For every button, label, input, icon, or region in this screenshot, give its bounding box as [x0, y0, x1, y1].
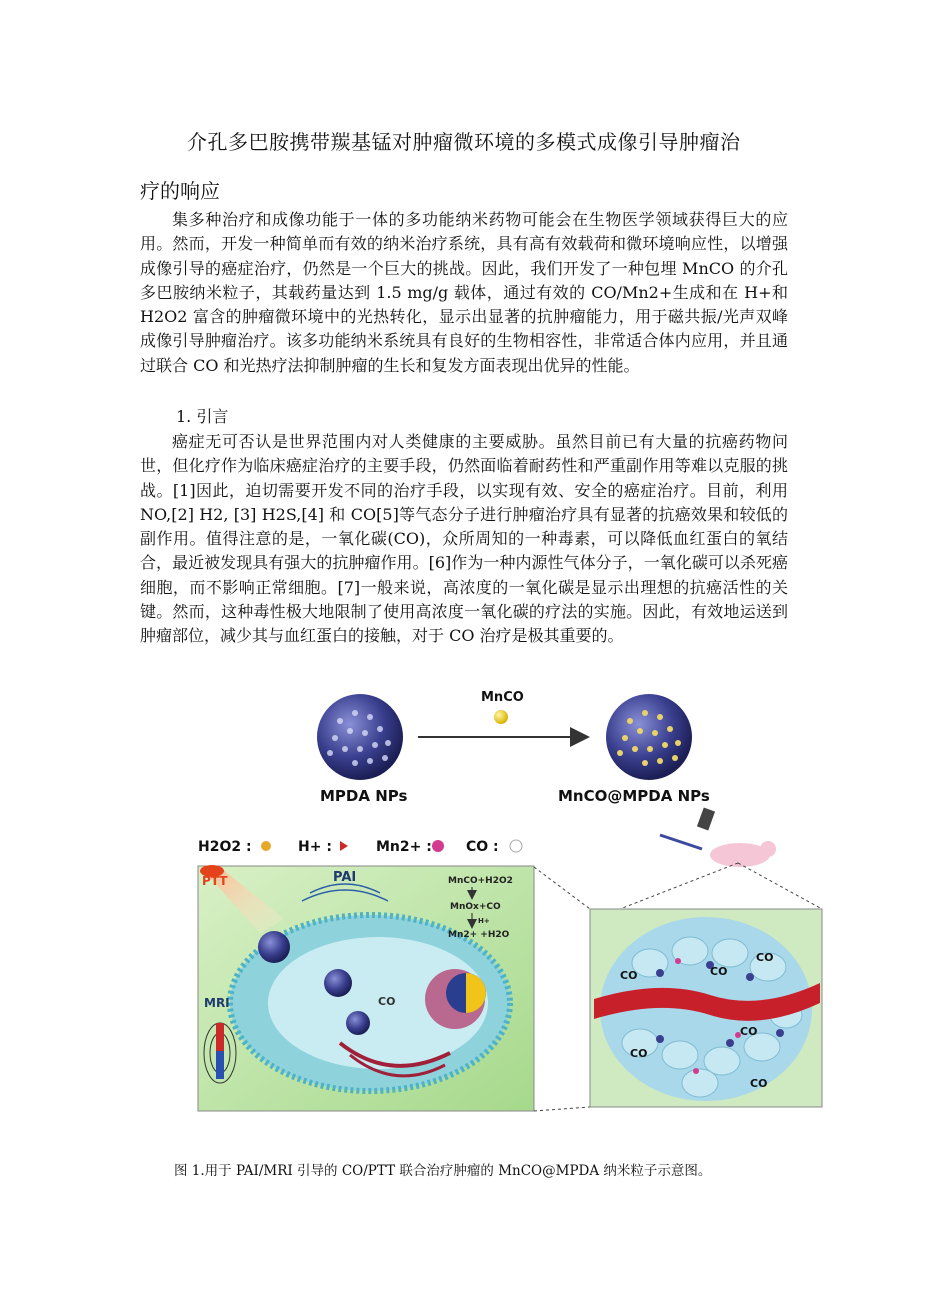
svg-text:CO: CO — [750, 1077, 768, 1090]
mn-ion-icon — [432, 840, 444, 852]
legend-co: CO : — [466, 839, 499, 855]
co-tag-cell: CO — [378, 995, 396, 1008]
schematic-illustration — [190, 683, 838, 1115]
syringe-icon — [660, 835, 702, 849]
mnco-mpda-nanoparticle — [606, 694, 692, 780]
svg-text:Mn2+ +H2O: Mn2+ +H2O — [448, 930, 510, 940]
tumor-tissue-panel — [590, 909, 822, 1107]
svg-text:CO: CO — [756, 951, 774, 964]
mpda-label: MPDA NPs — [320, 787, 408, 805]
svg-text:CO: CO — [740, 1025, 758, 1038]
abstract-paragraph: 集多种治疗和成像功能于一体的多功能纳米药物可能会在生物医学领域获得巨大的应用。然而，开发一种简单而有效的纳米治疗系统，具有高有效载荷和微环境响应性，以增强成像引导的癌症治疗，仍然是一个巨大的挑战。因此，我们开发了一种包埋 MnCO 的介孔多巴胺纳米粒子，其载药量达到 1.5 mg/g 载体，通过有效的 CO/Mn2+生成和在 H+和 H2O2 富含的肿瘤微环境中的光热转化，显示出显著的抗肿瘤能力，用于磁共振/光声双峰成像引导肿瘤治疗。该多功能纳米系统具有良好的生物相容性，非常适合体内应用，并且通过联合 CO 和光热疗法抑制肿瘤的生长和复发方面表现出优异的性能。 — [140, 210, 788, 375]
pai-label: PAI — [333, 870, 357, 885]
ptt-label: PTT — [202, 874, 228, 888]
co-icon — [510, 840, 522, 852]
h2o2-icon — [261, 841, 271, 851]
schematic-figure — [190, 683, 838, 1115]
legend-h2o2: H2O2 : — [198, 839, 252, 855]
legend-mn: Mn2+ : — [376, 839, 432, 855]
svg-text:H+: H+ — [478, 917, 490, 925]
h-ion-icon — [340, 841, 348, 851]
section-heading-introduction: 1. 引言 — [176, 407, 229, 426]
mnco-mpda-label: MnCO@MPDA NPs — [558, 787, 710, 805]
mpda-nanoparticle — [317, 694, 403, 780]
mouse-illustration — [660, 808, 776, 867]
legend-h: H+ : — [298, 839, 332, 855]
svg-text:MnCO+H2O2: MnCO+H2O2 — [448, 876, 513, 886]
legend — [198, 839, 522, 855]
svg-text:CO: CO — [620, 969, 638, 982]
svg-text:CO: CO — [630, 1047, 648, 1060]
svg-text:CO: CO — [710, 965, 728, 978]
mnco-particle — [494, 710, 508, 724]
svg-text:MnOx+CO: MnOx+CO — [450, 902, 501, 912]
cell-panel — [198, 865, 534, 1111]
laser-icon — [697, 808, 715, 831]
introduction-paragraph: 癌症无可否认是世界范围内对人类健康的主要威胁。虽然目前已有大量的抗癌药物问世，但化疗作为临床癌症治疗的主要手段，仍然面临着耐药性和严重副作用等难以克服的挑战。[1]因此，迫切需要开发不同的治疗手段，以实现有效、安全的癌症治疗。目前，利用 NO,[2] H2, [3] H2S,[4] 和 CO[5]等气态分子进行肿瘤治疗具有显著的抗癌效果和较低的副作用。值得注意的是，一氧化碳(CO)，众所周知的一种毒素，可以降低血红蛋白的氧结合，最近被发现具有强大的抗肿瘤作用。[6]作为一种内源性气体分子，一氧化碳可以杀死癌细胞，而不影响正常细胞。[7]一般来说，高浓度的一氧化碳是显示出理想的抗癌活性的关键。然而，这种毒性极大地限制了使用高浓度一氧化碳的疗法的实施。因此，有效地运送到肿瘤部位，减少其与血红蛋白的接触，对于 CO 治疗是极其重要的。 — [140, 432, 788, 646]
nanoparticle-in-beam — [258, 931, 290, 963]
paper-title-line-2: 疗的响应 — [140, 179, 220, 203]
mnco-label: MnCO — [481, 690, 524, 705]
paper-title-line-1: 介孔多巴胺携带羰基锰对肿瘤微环境的多模式成像引导肿瘤治 — [187, 130, 741, 154]
mri-label: MRI — [204, 996, 230, 1010]
figure-caption: 图 1.用于 PAI/MRI 引导的 CO/PTT 联合治疗肿瘤的 MnCO@MPDA 纳米粒子示意图。 — [174, 1163, 712, 1179]
